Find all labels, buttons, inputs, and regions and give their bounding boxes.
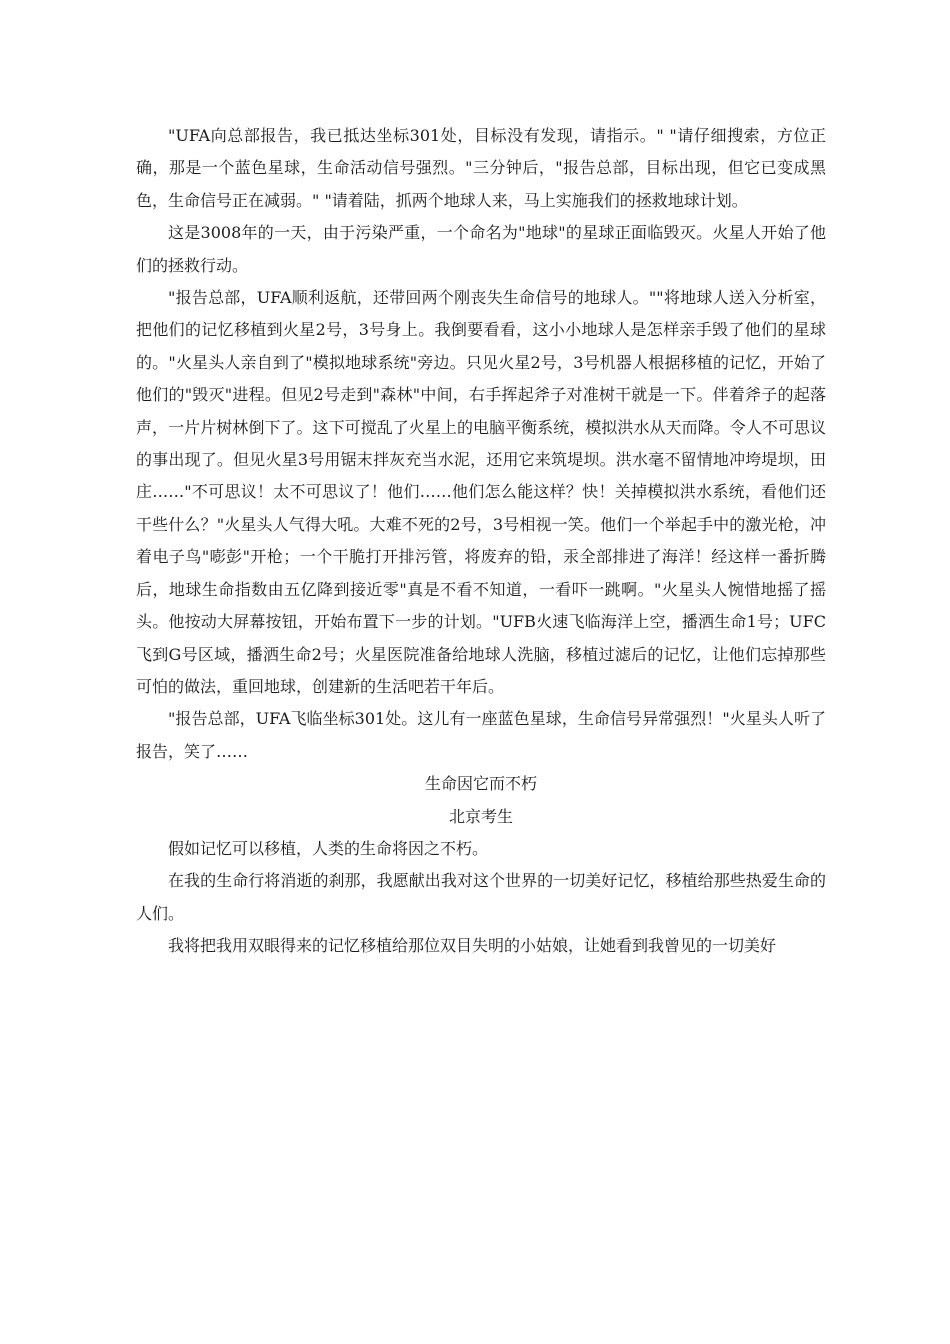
paragraph: 我将把我用双眼得来的记忆移植给那位双目失明的小姑娘，让她看到我曾见的一切美好: [168, 936, 777, 956]
document-page: [136, 120, 826, 963]
paragraph: "报告总部，UFA顺利返航，还带回两个刚丧失生命信号的地球人。""将地球人送入分析室，把他们的记忆移植到火星2号，3号身上。我倒要看看，这小小地球人是怎样亲手毁了他们的星球的。"火星头人亲自到了"模拟地球系统"旁边。只见火星2号，3号机器人根据移植的记忆，开始了他们的"毁灭"进程。但见2号走到"森林"中间，右手挥起斧子对准树干就是一下。伴着斧子的起落声，一片片树林倒下了。这下可搅乱了火星上的电脑平衡系统，模拟洪水从天而降。令人不可思议的事出现了。但见火星3号用锯末拌灰充当水泥，还用它来筑堤坝。洪水毫不留情地冲垮堤坝，田庄……"不可思议！太不可思议了！他们……他们怎么能这样？快！关掉模拟洪水系统，看他们还干些什么？"火星头人气得大吼。大难不死的2号，3号相视一笑。他们一个举起手中的激光枪，冲着电子鸟"嘭彭"开枪；一个干脆打开排污管，将废弃的铅，汞全部排进了海洋！经这样一番折腾后，地球生命指数由五亿降到接近零"真是不看不知道，一看吓一跳啊。"火星头人惋惜地摇了摇头。他按动大屏幕按钮，开始布置下一步的计划。"UFB火速飞临海洋上空，播洒生命1号；UFC飞到G号区域，播洒生命2号；火星医院准备给地球人洗脑，移植过滤后的记忆，让他们忘掉那些可怕的做法，重回地球，创建新的生活吧若干年后。: [136, 288, 826, 696]
paragraph: 在我的生命行将消逝的刹那，我愿献出我对这个世界的一切美好记忆，移植给那些热爱生命的人们。: [136, 871, 826, 923]
paragraph: "报告总部，UFA飞临坐标301处。这儿有一座蓝色星球，生命信号异常强烈！"火星头人听了报告，笑了……: [136, 709, 826, 761]
paragraph: 假如记忆可以移植，人类的生命将因之不朽。: [168, 838, 489, 858]
essay-title: 生命因它而不朽: [424, 774, 537, 794]
essay-author: 北京考生: [448, 806, 513, 826]
paragraph: "UFA向总部报告，我已抵达坐标301处，目标没有发现，请指示。" "请仔细搜索，方位正确，那是一个蓝色星球，生命活动信号强烈。"三分钟后，"报告总部，目标出现，但它已变成黑色，生命信号正在减弱。" "请着陆，抓两个地球人来，马上实施我们的拯救地球计划。: [136, 126, 826, 210]
paragraph: 这是3008年的一天，由于污染严重，一个命名为"地球"的星球正面临毁灭。火星人开始了他们的拯救行动。: [136, 223, 826, 275]
